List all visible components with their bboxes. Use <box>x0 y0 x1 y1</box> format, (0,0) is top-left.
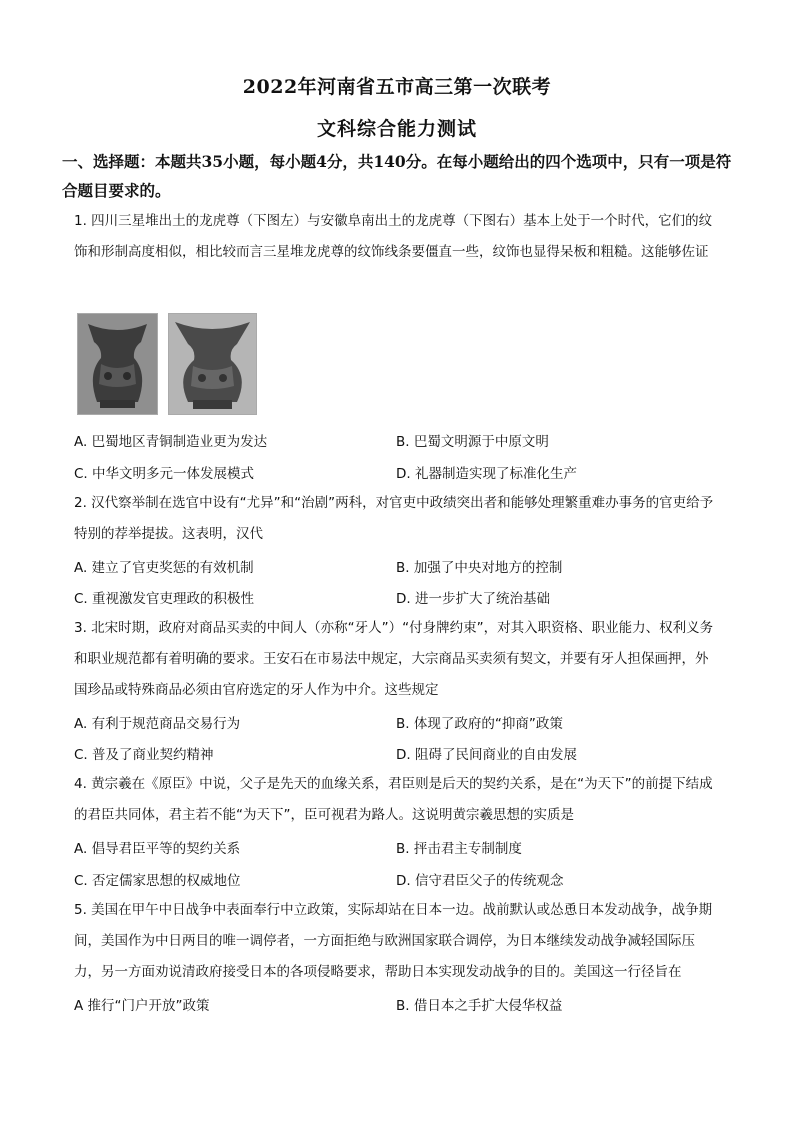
question-1-options <box>74 430 720 490</box>
option-4c[interactable]: C. 否定儒家思想的权威地位 <box>74 873 241 889</box>
option-2c[interactable]: C. 重视激发官吏理政的积极性 <box>74 591 255 607</box>
exam-title: 2022年河南省五市高三第一次联考 <box>242 76 552 98</box>
bronze-zun-right-photo <box>168 313 257 415</box>
question-4-options <box>74 837 720 897</box>
question-5-stem: 5. 美国在甲午中日战争中表面奉行中立政策，实际却站在日本一边。战前默认或怂恿日本发动战争，战争期间，美国作为中日两目的唯一调停者，一方面拒绝与欧洲国家联合调停，为日本继续发动战争减轻国际压力，另一方面劝说清政府接受日本的各项侵略要求，帮助日本实现发动战争的目的。美国这一行径旨在 <box>74 902 713 980</box>
question-2-options <box>74 556 720 616</box>
exam-subtitle: 文科综合能力测试 <box>316 118 477 140</box>
option-3a[interactable]: A. 有利于规范商品交易行为 <box>74 716 241 732</box>
option-4a[interactable]: A. 倡导君臣平等的契约关系 <box>74 841 241 857</box>
bronze-zun-right-icon <box>169 314 256 414</box>
question-3-stem: 3. 北宋时期，政府对商品买卖的中间人（亦称“牙人”）“付身牌约束”，对其入职资格、职业能力、权利义务和职业规范都有着明确的要求。王安石在市易法中规定，大宗商品买卖须有契文，并要有牙人担保画押，外国珍品或特殊商品必须由官府选定的牙人作为中介。这些规定 <box>74 620 714 698</box>
question-5-options <box>74 994 720 1024</box>
question-1-stem: 1. 四川三星堆出土的龙虎尊（下图左）与安徽阜南出土的龙虎尊（下图右）基本上处于一个时代，它们的纹饰和形制高度相似，相比较而言三星堆龙虎尊的纹饰线条要僵直一些，纹饰也显得呆板和粗糙。这能够佐证 <box>74 213 713 260</box>
option-3b[interactable]: B. 体现了政府的“抑商”政策 <box>396 716 563 732</box>
option-3d[interactable]: D. 阻碍了民间商业的自由发展 <box>396 747 577 763</box>
option-1c[interactable]: C. 中华文明多元一体发展模式 <box>74 466 255 482</box>
option-2d[interactable]: D. 进一步扩大了统治基础 <box>396 591 550 607</box>
bronze-zun-left-photo <box>77 313 158 415</box>
option-5b[interactable]: B. 借日本之手扩大侵华权益 <box>396 998 563 1014</box>
option-1b[interactable]: B. 巴蜀文明源于中原文明 <box>396 434 549 450</box>
section-instructions: 一、选择题：本题共35小题，每小题4分，共140分。在每小题给出的四个选项中，只有一项是符合题目要求的。 <box>62 152 732 200</box>
option-3c[interactable]: C. 普及了商业契约精神 <box>74 747 214 763</box>
bronze-zun-left-icon <box>78 314 157 414</box>
option-1a[interactable]: A. 巴蜀地区青铜制造业更为发达 <box>74 434 268 450</box>
option-1d[interactable]: D. 礼器制造实现了标准化生产 <box>396 466 577 482</box>
question-4-stem: 4. 黄宗羲在《原臣》中说，父子是先天的血缘关系，君臣则是后天的契约关系，是在“为天下”的前提下结成的君臣共同体，君主若不能“为天下”，臣可视君为路人。这说明黄宗羲思想的实质是 <box>74 776 713 823</box>
option-2a[interactable]: A. 建立了官吏奖惩的有效机制 <box>74 560 254 576</box>
option-4b[interactable]: B. 抨击君主专制制度 <box>396 841 522 857</box>
option-2b[interactable]: B. 加强了中央对地方的控制 <box>396 560 563 576</box>
question-3-options <box>74 712 720 772</box>
question-2-stem: 2. 汉代察举制在选官中设有“尤异”和“治剧”两科，对官吏中政绩突出者和能够处理繁重难办事务的官吏给予特别的荐举提拔。这表明，汉代 <box>74 495 714 542</box>
option-5a[interactable]: A 推行“门户开放”政策 <box>74 998 210 1014</box>
option-4d[interactable]: D. 信守君臣父子的传统观念 <box>396 873 564 889</box>
